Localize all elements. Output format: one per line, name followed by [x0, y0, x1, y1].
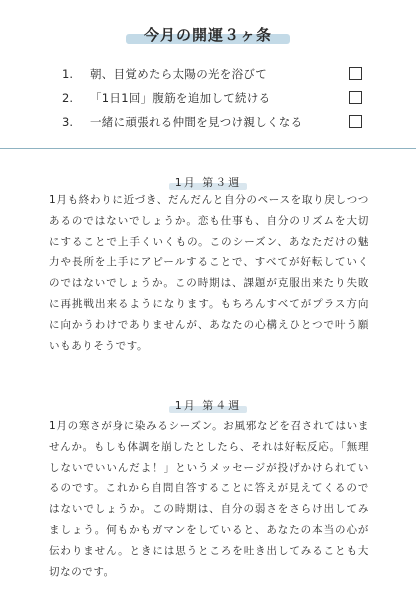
goal-text: 朝、目覚めたら太陽の光を浴びて: [90, 67, 267, 81]
goal-number: 1.: [62, 67, 73, 81]
goal-item-3: [62, 110, 362, 134]
goal-checkbox-2[interactable]: [349, 91, 362, 104]
title-area: [0, 24, 416, 45]
goal-number: 3.: [62, 115, 73, 129]
week-heading-4: [0, 397, 416, 413]
goal-text: 一緒に頑張れる仲間を見つけ親しくなる: [90, 115, 303, 129]
week-heading-text: 1月 第４週: [174, 399, 242, 412]
goal-checkbox-1[interactable]: [349, 67, 362, 80]
week-body-4: 1月の寒さが身に染みるシーズン。お風邪などを召されてはいませんか。もしも体調を崩したとしたら、それは好転反応。「無理しないでいいんだよ！」というメッセージが投げかけられているのです。これから自問自答することに答えが見えてくるのではないでしょうか。この時期は、自分の弱さをさらけ出してみましょう。何もかもガマンをしていると、あなたの本当の心が伝わりません。ときには思うところを吐き出してみることも大切なのです。: [49, 420, 369, 578]
week-body-3: 1月も終わりに近づき、だんだんと自分のペースを取り戻しつつあるのではないでしょうか。恋も仕事も、自分のリズムを大切にすることで上手くいくもの。このシーズン、あなただけの魅力や長所を上手にアピールすることで、すべてが好転していくのではないでしょうか。この時期は、課題が克服出来たり失敗に再挑戦出来るようになります。もちろんすべてがプラス方向に向かうわけでありませんが、あなたの心構えひとつで叶う願いもありそうです。: [49, 194, 369, 352]
goal-number: 2.: [62, 91, 73, 105]
goal-list: [62, 62, 362, 134]
goal-text: 「1日1回」腹筋を追加して続ける: [90, 91, 271, 105]
page-title: 今月の開運３ヶ条: [143, 26, 272, 44]
goal-item-1: [62, 62, 362, 86]
goal-item-2: [62, 86, 362, 110]
week-heading-3: [0, 174, 416, 190]
week-heading-text: 1月 第３週: [174, 176, 242, 189]
section-divider: [0, 148, 416, 149]
goal-checkbox-3[interactable]: [349, 115, 362, 128]
